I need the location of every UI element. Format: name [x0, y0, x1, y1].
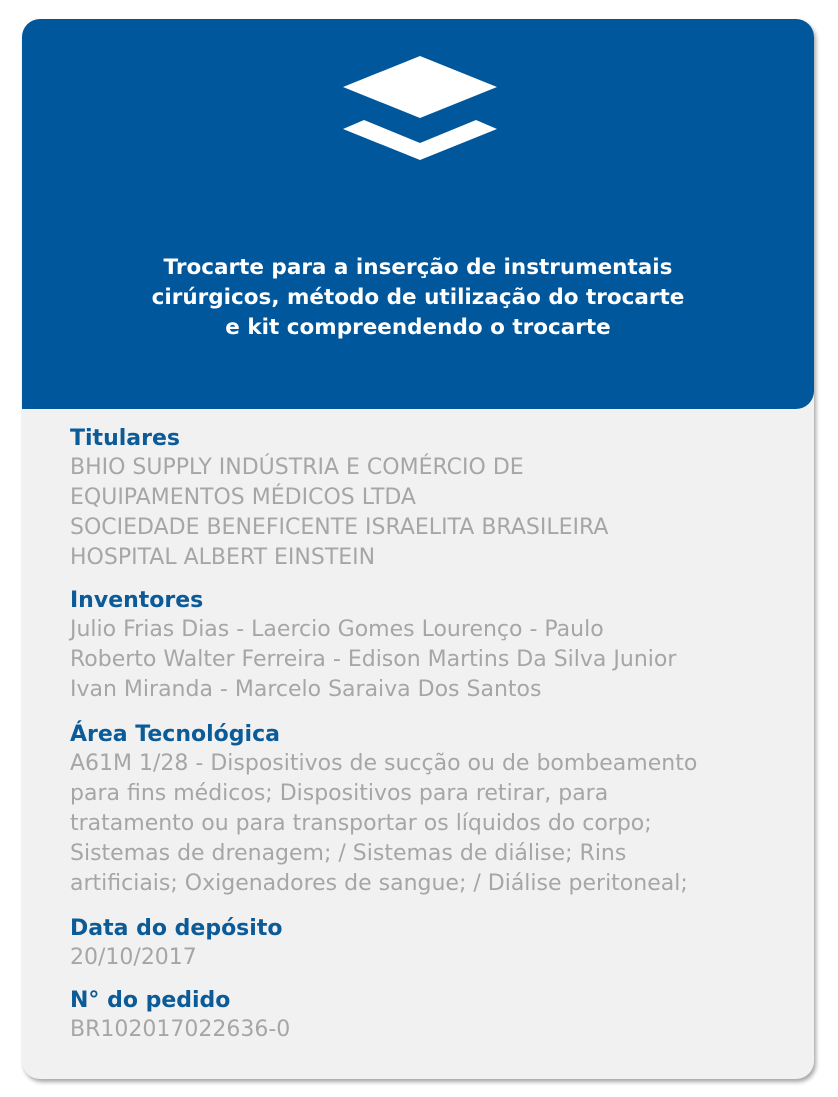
value-line: Julio Frias Dias - Laercio Gomes Lourenço - Paulo: [70, 617, 604, 642]
section-titulares: [70, 425, 800, 573]
section-data-deposito: [70, 915, 800, 973]
patent-title: [82, 253, 754, 343]
section-value: [70, 615, 800, 705]
section-label: Área Tecnológica: [70, 722, 280, 747]
value-line: SOCIEDADE BENEFICENTE ISRAELITA BRASILEIRA: [70, 515, 609, 540]
application-number: BR102017022636-0: [70, 1017, 291, 1042]
value-line: A61M 1/28 - Dispositivos de sucção ou de bombeamento: [70, 751, 698, 776]
title-line: Trocarte para a inserção de instrumentais: [163, 255, 673, 280]
value-line: HOSPITAL ALBERT EINSTEIN: [70, 545, 376, 570]
patent-card: [22, 19, 814, 1079]
section-area-tecnologica: [70, 721, 800, 899]
value-line: tratamento ou para transportar os líquidos do corpo;: [70, 811, 652, 836]
section-label: Inventores: [70, 588, 204, 613]
section-inventores: [70, 587, 800, 705]
section-label: Titulares: [70, 426, 180, 451]
card-header: [22, 19, 814, 409]
value-line: Roberto Walter Ferreira - Edison Martins Da Silva Junior: [70, 647, 677, 672]
value-line: Sistemas de drenagem; / Sistemas de diálise; Rins: [70, 841, 627, 866]
title-line: cirúrgicos, método de utilização do trocarte: [151, 285, 685, 310]
section-label: Data do depósito: [70, 916, 283, 941]
section-value: [70, 1015, 800, 1045]
section-label: N° do pedido: [70, 988, 231, 1013]
card-body: [70, 425, 800, 1045]
section-value: [70, 453, 800, 573]
deposit-date: 20/10/2017: [70, 945, 197, 970]
value-line: artificiais; Oxigenadores de sangue; / Diálise peritoneal;: [70, 871, 688, 896]
section-value: [70, 943, 800, 973]
title-line: e kit compreendendo o trocarte: [225, 315, 611, 340]
layers-icon: [343, 56, 497, 160]
value-line: EQUIPAMENTOS MÉDICOS LTDA: [70, 485, 416, 510]
value-line: para fins médicos; Dispositivos para retirar, para: [70, 781, 609, 806]
value-line: BHIO SUPPLY INDÚSTRIA E COMÉRCIO DE: [70, 455, 524, 480]
value-line: Ivan Miranda - Marcelo Saraiva Dos Santos: [70, 677, 542, 702]
section-value: [70, 749, 800, 899]
section-numero-pedido: [70, 987, 800, 1045]
